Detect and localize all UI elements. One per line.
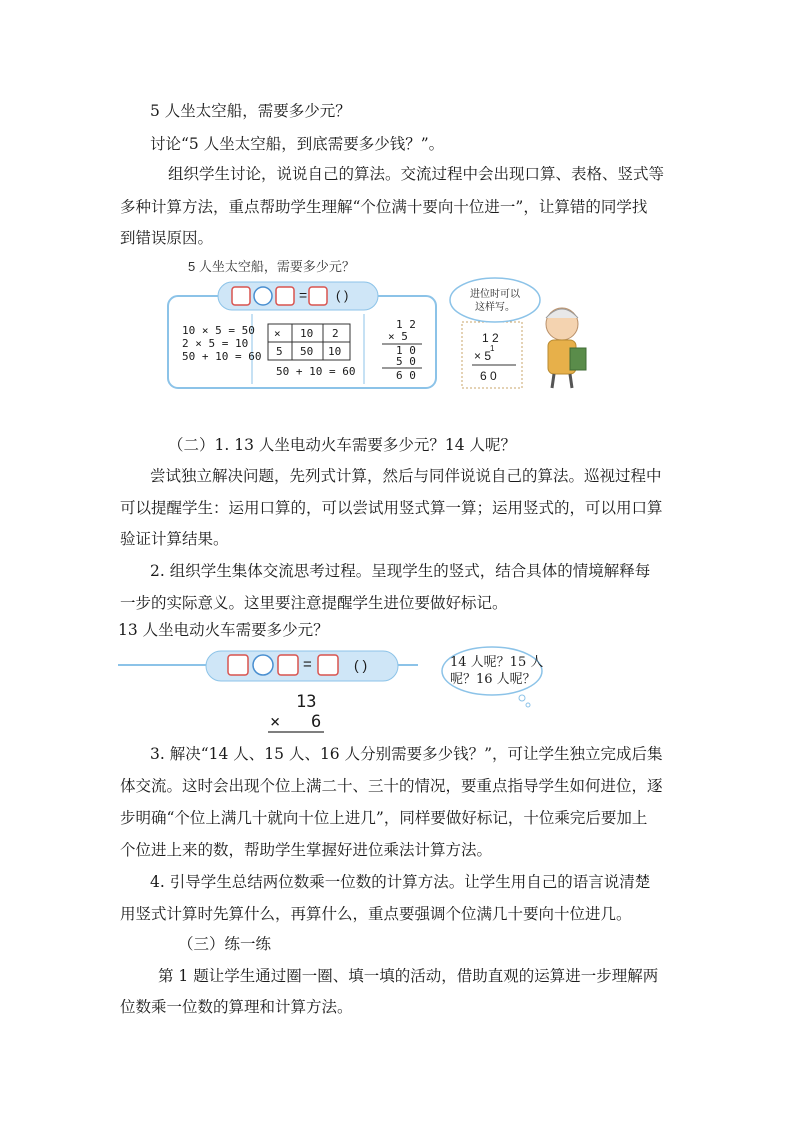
question-line: 5 人坐太空船，需要多少元？	[150, 102, 351, 120]
vertical-mul: × 6	[270, 712, 322, 732]
equation-equals: =	[303, 656, 312, 673]
figure-drawing	[160, 252, 600, 392]
discuss-line: 讨论“5 人坐太空船，到底需要多少钱？”。	[150, 135, 445, 153]
section2-heading: （二）1. 13 人坐电动火车需要多少元？14 人呢？	[168, 436, 517, 454]
figure-caption: 13 人坐电动火车需要多少元？	[118, 621, 329, 639]
table-cell: 5	[276, 345, 283, 358]
table-cell: 2	[332, 327, 339, 340]
bubble-line: 呢？16 人呢？	[450, 672, 536, 687]
oral-step: 10 × 5 = 50	[182, 324, 255, 337]
oral-step: 2 × 5 = 10	[182, 337, 249, 350]
vertical-top: 1 2	[396, 318, 416, 331]
equation-paren: ( )	[354, 657, 368, 673]
paragraph-line: 尝试独立解决问题，先列式计算，然后与同伴说说自己的算法。巡视过程中	[150, 467, 662, 485]
table-cell: 10	[300, 327, 314, 340]
paragraph-line: 位数乘一位数的算理和计算方法。	[120, 998, 353, 1016]
table-cell: ×	[274, 327, 281, 340]
figure-train	[118, 618, 566, 738]
paragraph-line: 验证计算结果。	[120, 530, 229, 548]
table-cell: 10	[328, 345, 342, 358]
figure-spaceship	[160, 252, 600, 392]
equation-equals: =	[299, 287, 308, 303]
bubble-line: 进位时可以	[470, 289, 520, 300]
teacher-calc-result: 6 0	[480, 369, 497, 383]
teacher-calc-mul: × 5	[474, 349, 492, 363]
paragraph-line: 第 1 题让学生通过圈一圈、填一填的活动，借助直观的运算进一步理解两	[158, 967, 659, 985]
vertical-top: 13	[296, 692, 317, 712]
paragraph-line: 多种计算方法，重点帮助学生理解“个位满十要向十位进一”，让算错的同学找	[120, 198, 648, 216]
paragraph-line: 4. 引导学生总结两位数乘一位数的计算方法。让学生用自己的语言说清楚	[150, 873, 651, 891]
paragraph-line: 组织学生讨论，说说自己的算法。交流过程中会出现口算、表格、竖式等	[168, 165, 665, 183]
paragraph-line: 用竖式计算时先算什么，再算什么，重点要强调个位满几十要向十位进几。	[120, 905, 632, 923]
vertical-partial: 1 0	[396, 344, 416, 357]
paragraph-line: 2. 组织学生集体交流思考过程。呈现学生的竖式，结合具体的情境解释每	[150, 562, 651, 580]
speech-bubble-text	[464, 288, 526, 314]
teacher-calc-carry: 1	[490, 344, 495, 353]
equation-paren: ( )	[336, 288, 349, 303]
vertical-partial: 5 0	[396, 355, 416, 368]
speech-bubble-text	[450, 654, 543, 688]
bubble-line: 这样写。	[475, 302, 515, 313]
table-sum: 50 + 10 = 60	[276, 365, 356, 378]
paragraph-line: 3. 解决“14 人、15 人、16 人分别需要多少钱？”，可让学生独立完成后集	[150, 745, 663, 763]
paragraph-line: 步明确“个位上满几十就向十位上进几”，同样要做好标记，十位乘完后要加上	[120, 809, 648, 827]
paragraph-line: 到错误原因。	[120, 229, 214, 247]
teacher-calc-top: 1 2	[482, 331, 499, 345]
section3-heading: （三）练一练	[178, 935, 272, 953]
oral-step: 50 + 10 = 60	[182, 350, 262, 363]
paragraph-line: 可以提醒学生：运用口算的，可以尝试用竖式算一算；运用竖式的，可以用口算	[120, 499, 663, 517]
oral-method	[182, 324, 261, 363]
paragraph-line: 一步的实际意义。这里要注意提醒学生进位要做好标记。	[120, 594, 508, 612]
figure-caption: 5 人坐太空船，需要多少元？	[188, 259, 355, 274]
bubble-line: 14 人呢？15 人	[450, 655, 544, 670]
vertical-mul: × 5	[388, 330, 408, 343]
paragraph-line: 个位进上来的数，帮助学生掌握好进位乘法计算方法。	[120, 841, 493, 859]
paragraph-line: 体交流。这时会出现个位上满二十、三十的情况，要重点指导学生如何进位，逐	[120, 777, 663, 795]
table-cell: 50	[300, 345, 314, 358]
vertical-result: 6 0	[396, 369, 416, 382]
